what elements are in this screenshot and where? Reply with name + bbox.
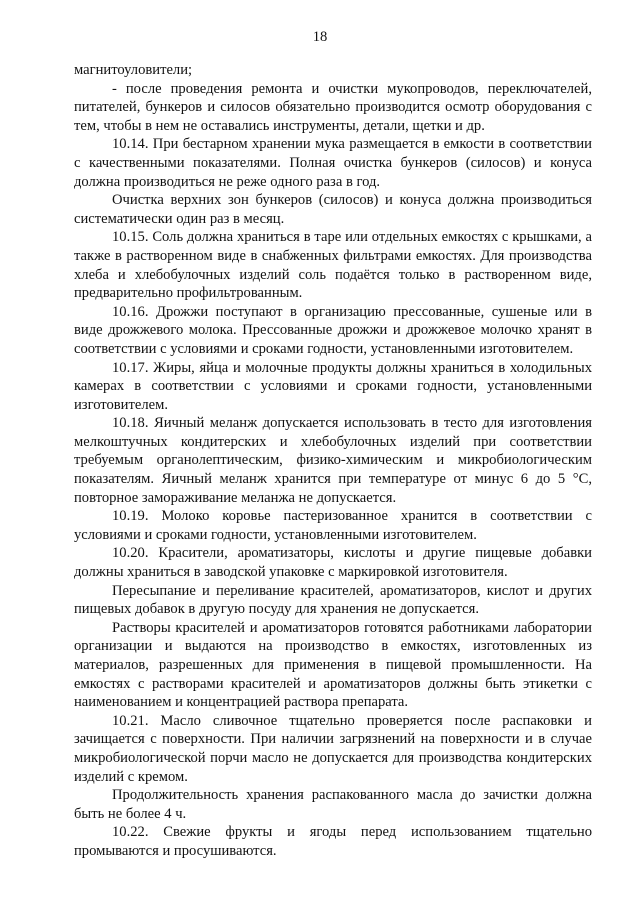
paragraph: 10.15. Соль должна храниться в таре или отдельных емкостях с крышками, а также в растворенном виде в снабженных фильтрами емкостях. Для производства хлеба и хлебобулочных изделий соль подаётся только в растворенном виде, предварительно профильтрованным. (74, 229, 592, 302)
paragraph: - после проведения ремонта и очистки мукопроводов, переключателей, питателей, бункеров и силосов обязательно производится осмотр оборудования с тем, чтобы в нем не оставались инструменты, детали, щетки и др. (74, 80, 592, 134)
paragraph: 10.21. Масло сливочное тщательно проверяется после распаковки и зачищается с поверхности. При наличии загрязнений на поверхности и в случае микробиологической порчи масло не допускается для производства кондитерских изделий с кремом. (74, 712, 592, 785)
paragraph: 10.19. Молоко коровье пастеризованное хранится в соответствии с условиями и сроками годности, установленными изготовителем. (74, 508, 592, 543)
paragraph: 10.14. При бестарном хранении мука размещается в емкости в соответствии с качественными показателями. Полная очистка бункеров (силосов) и конуса должна производиться не реже одного раза в год. (74, 136, 592, 190)
document-body (74, 61, 592, 861)
paragraph: магнитоуловители; (74, 62, 193, 78)
paragraph: 10.17. Жиры, яйца и молочные продукты должны храниться в холодильных камерах в соответствии с условиями и сроками годности, установленными изготовителем. (74, 359, 592, 413)
paragraph: Продолжительность хранения распакованного масла до зачистки должна быть не более 4 ч. (74, 787, 592, 822)
page-number: 18 (312, 29, 328, 45)
paragraph: 10.18. Яичный меланж допускается использовать в тесто для изготовления мелкоштучных кондитерских и хлебобулочных изделий при соответствии требуемым органолептическим, физико-химическим и микробиологическим показателям. Яичный меланж хранится при температуре от минус 6 до 5 °С, повторное замораживание меланжа не допускается. (74, 415, 592, 506)
paragraph: Пересыпание и переливание красителей, ароматизаторов, кислот и других пищевых добавок в другую посуду для хранения не допускается. (74, 582, 592, 618)
paragraph: 10.16. Дрожжи поступают в организацию прессованные, сушеные или в виде дрожжевого молока. Прессованные дрожжи и дрожжевое молочко хранят в соответствии с условиями и сроками годности, установленными изготовителем. (74, 303, 592, 357)
paragraph: 10.20. Красители, ароматизаторы, кислоты и другие пищевые добавки должны храниться в заводской упаковке с маркировкой изготовителя. (74, 545, 592, 581)
paragraph: Растворы красителей и ароматизаторов готовятся работниками лаборатории организации и выдаются на производство в емкостях, изготовленных из материалов, разрешенных для применения в пищевой промышленности. На емкостях с растворами красителей и ароматизаторов должны быть этикетки с наименованием и концентрацией раствора препарата. (74, 619, 592, 711)
paragraph: 10.22. Свежие фрукты и ягоды перед использованием тщательно промываются и просушиваются. (74, 824, 592, 859)
paragraph: Очистка верхних зон бункеров (силосов) и конуса должна производиться систематически один раз в месяц. (74, 192, 592, 227)
